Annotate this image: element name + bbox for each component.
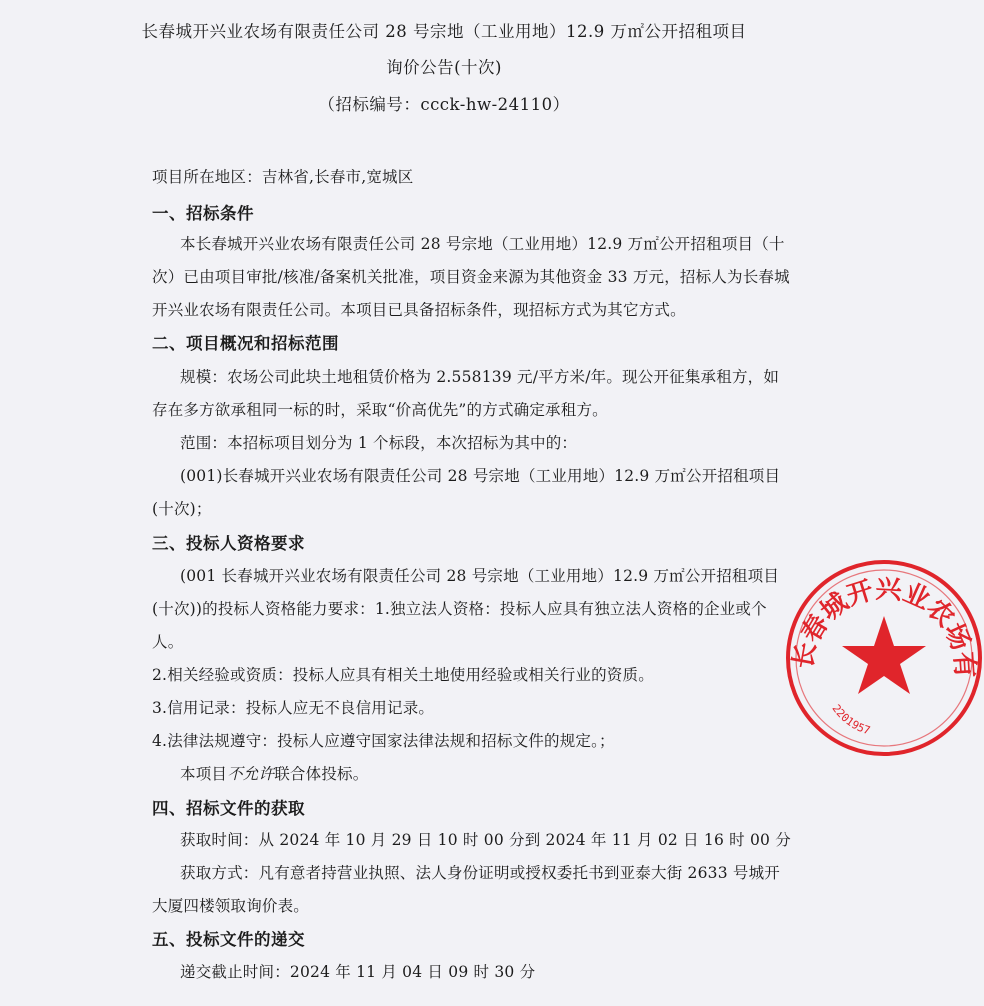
paragraph-line: (001)长春城开兴业农场有限责任公司 28 号宗地（工业用地）12.9 万㎡公开招租项目 xyxy=(180,467,781,485)
paragraph-line: (十次)； xyxy=(152,500,212,518)
section-heading-tender-conditions: 一、招标条件 xyxy=(152,204,254,223)
paragraph-line: 人。 xyxy=(152,633,184,651)
section-heading-bidder-qualifications: 三、投标人资格要求 xyxy=(152,534,305,553)
paragraph-line: (001 长春城开兴业农场有限责任公司 28 号宗地（工业用地）12.9 万㎡公开招租项目 xyxy=(180,567,780,585)
seal-text: 长春城开兴业农场有 xyxy=(788,574,980,679)
document-title-line-1: 长春城开兴业农场有限责任公司 28 号宗地（工业用地）12.9 万㎡公开招租项目 xyxy=(141,22,747,41)
paragraph-line: (十次))的投标人资格能力要求：1.独立法人资格：投标人应具有独立法人资格的企业或个 xyxy=(152,600,767,618)
paragraph-line: 范围：本招标项目划分为 1 个标段，本次招标为其中的： xyxy=(180,434,578,452)
paragraph-line: 本长春城开兴业农场有限责任公司 28 号宗地（工业用地）12.9 万㎡公开招租项目（十 xyxy=(180,235,785,253)
seal-number: 2201957 xyxy=(829,702,872,738)
tender-number: （招标编号：ccck-hw-24110） xyxy=(318,95,570,114)
section-heading-project-overview: 二、项目概况和招标范围 xyxy=(152,334,339,353)
consortium-not-allowed: 不允许 xyxy=(227,765,275,783)
consortium-statement xyxy=(180,762,368,784)
paragraph-line: 4.法律法规遵守：投标人应遵守国家法律法规和招标文件的规定。； xyxy=(152,732,615,750)
company-seal xyxy=(784,558,984,758)
section-heading-bid-submission: 五、投标文件的递交 xyxy=(152,930,305,949)
consortium-text-prefix: 本项目 xyxy=(180,765,228,783)
document-title-line-2: 询价公告(十次) xyxy=(386,58,502,77)
paragraph-line: 大厦四楼领取询价表。 xyxy=(152,897,310,915)
consortium-text-suffix: 联合体投标。 xyxy=(274,765,369,783)
section-heading-document-acquisition: 四、招标文件的获取 xyxy=(152,799,305,818)
paragraph-line: 开兴业农场有限责任公司。本项目已具备招标条件，现招标方式为其它方式。 xyxy=(152,301,686,319)
paragraph-line: 2.相关经验或资质：投标人应具有相关土地使用经验或相关行业的资质。 xyxy=(152,666,654,684)
submission-deadline: 递交截止时间：2024 年 11 月 04 日 09 时 30 分 xyxy=(180,963,536,981)
seal-star-icon xyxy=(842,616,926,694)
paragraph-line: 3.信用记录：投标人应无不良信用记录。 xyxy=(152,699,435,717)
paragraph-line: 存在多方欲承租同一标的时，采取“价高优先”的方式确定承租方。 xyxy=(152,401,608,419)
project-region: 项目所在地区：吉林省,长春市,宽城区 xyxy=(152,168,414,186)
paragraph-line: 获取方式：凡有意者持营业执照、法人身份证明或授权委托书到亚泰大街 2633 号城开 xyxy=(180,864,781,882)
paragraph-line: 规模：农场公司此块土地租赁价格为 2.558139 元/平方米/年。现公开征集承租方，如 xyxy=(180,368,780,386)
paragraph-line: 次）已由项目审批/核准/备案机关批准，项目资金来源为其他资金 33 万元，招标人为长春城 xyxy=(152,268,790,286)
acquisition-time: 获取时间：从 2024 年 10 月 29 日 10 时 00 分到 2024 年 11 月 02 日 16 时 00 分 xyxy=(180,831,791,849)
